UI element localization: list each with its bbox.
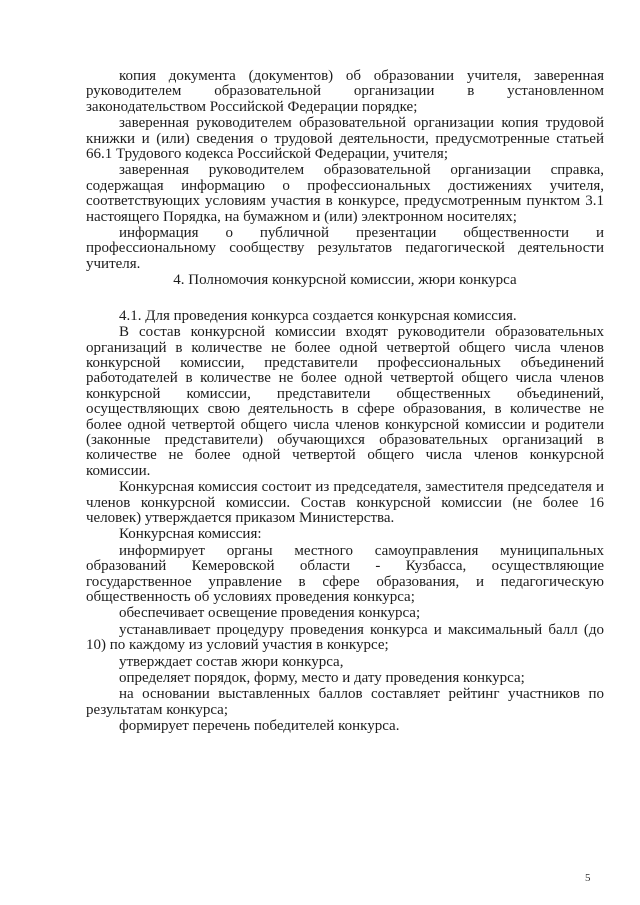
page-number: 5: [585, 872, 591, 884]
paragraph-commission-informs: информирует органы местного самоуправления муниципальных образований Кемеровской области - Кузбасса, осуществляющие государственное управление в сфере образования, и педагогическую общественность об условиях проведения конкурса;: [86, 542, 604, 605]
paragraph-commission-jury: утверждает состав жюри конкурса,: [119, 653, 344, 670]
section-heading: 4. Полномочия конкурсной комиссии, жюри конкурса: [173, 272, 517, 289]
paragraph-education-document: копия документа (документов) об образовании учителя, заверенная руководителем образовательной организации в установленном законодательством Российской Федерации порядке;: [86, 68, 604, 115]
paragraph-commission-members: Конкурсная комиссия состоит из председателя, заместителя председателя и членов конкурсной комиссии. Состав конкурсной комиссии (не более 16 человек) утверждается приказом Министерства.: [86, 479, 604, 526]
paragraph-commission-intro: Конкурсная комиссия:: [119, 526, 262, 543]
paragraph-achievements-certificate: заверенная руководителем образовательной организации справка, содержащая информацию о профессиональных достижениях учителя, соответствующих условиям участия в конкурсе, предусмотренным пунктом 3.1 настоящего Порядка, на бумажном и (или) электронном носителях;: [86, 162, 604, 225]
paragraph-commission-rating: на основании выставленных баллов составляет рейтинг участников по результатам конкурса;: [86, 686, 604, 718]
paragraph-work-record-copy: заверенная руководителем образовательной организации копия трудовой книжки и (или) сведения о трудовой деятельности, предусмотренные статьей 66.1 Трудового кодекса Российской Федерации, учителя;: [86, 115, 604, 163]
paragraph-commission-created: 4.1. Для проведения конкурса создается конкурсная комиссия.: [119, 307, 517, 324]
paragraph-commission-schedule: определяет порядок, форму, место и дату проведения конкурса;: [119, 670, 525, 687]
paragraph-commission-procedure: устанавливает процедуру проведения конкурса и максимальный балл (до 10) по каждому из условий участия в конкурсе;: [86, 621, 604, 654]
paragraph-commission-winners: формирует перечень победителей конкурса.: [119, 718, 400, 735]
paragraph-commission-coverage: обеспечивает освещение проведения конкурса;: [119, 605, 421, 622]
paragraph-commission-composition: В состав конкурсной комиссии входят руководители образовательных организаций в количестве не более одной четвертой общего числа членов конкурсной комиссии, представители профессиональных объединений работодателей в количестве не более одной четвертой общего числа членов конкурсной комиссии, представители общественных объединений, осуществляющих свою деятельность в сфере образования, в количестве не более одной четвертой общего числа членов конкурсной комиссии и родители (законные представители) обучающихся образовательных организаций в количестве не более одной четвертой общего числа членов конкурсной комиссии.: [86, 324, 604, 479]
paragraph-public-presentation: информация о публичной презентации общественности и профессиональному сообществу результатов педагогической деятельности учителя.: [86, 225, 604, 272]
document-body: [86, 69, 604, 735]
